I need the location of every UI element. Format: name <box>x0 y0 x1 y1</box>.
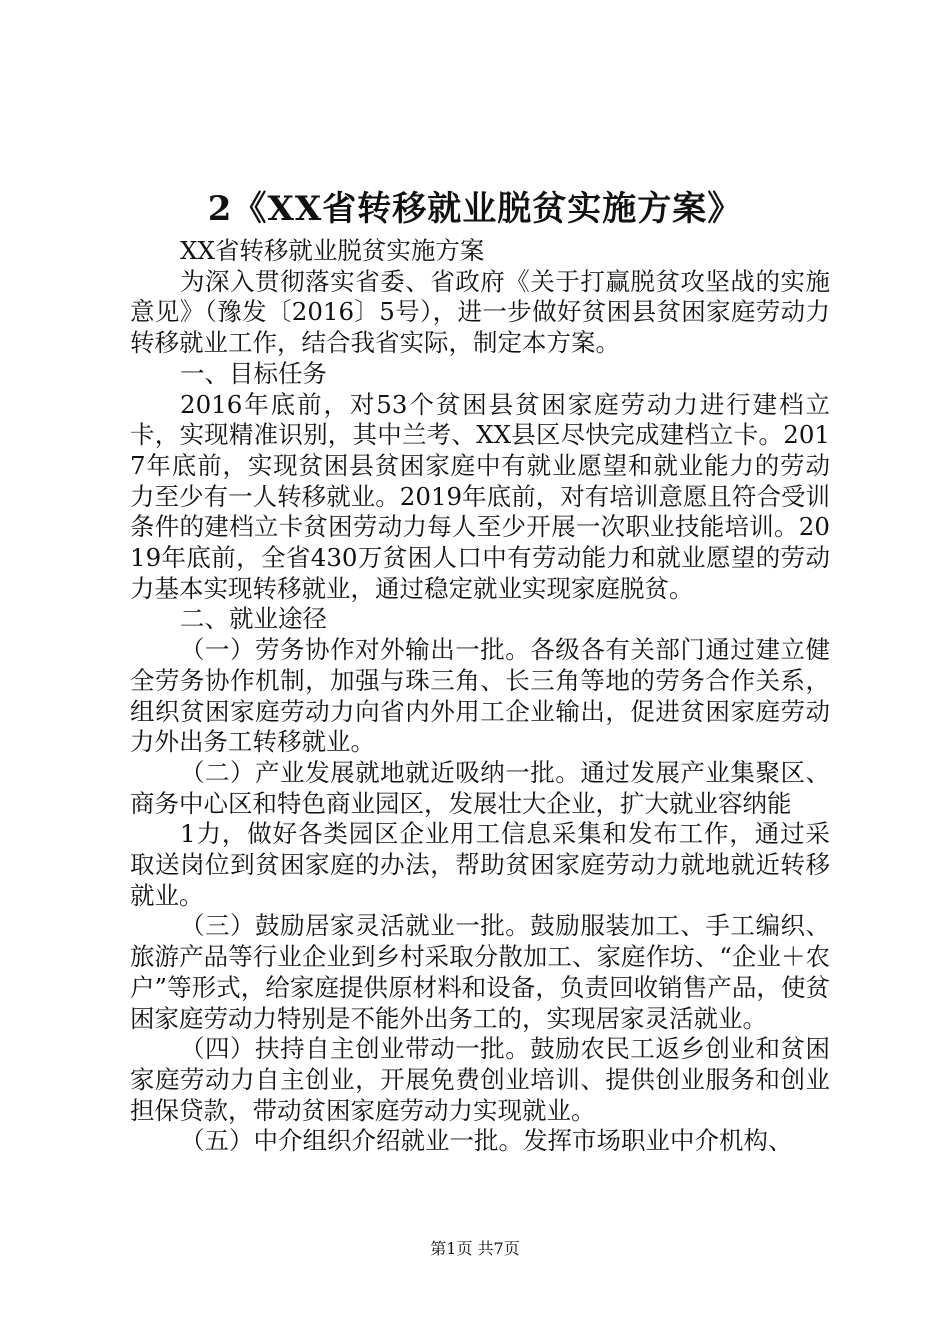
intro-paragraph: 为深入贯彻落实省委、省政府《关于打赢脱贫攻坚战的实施意见》（豫发〔2016〕5号），进一步做好贫困县贫困家庭劳动力转移就业工作，结合我省实际，制定本方案。 <box>130 266 830 358</box>
document-body <box>130 236 830 1157</box>
goals-paragraph: 2016年底前，对53个贫困县贫困家庭劳动力进行建档立卡，实现精准识别，其中兰考、XX县区尽快完成建档立卡。2017年底前，实现贫困县贫困家庭中有就业愿望和就业能力的劳动力至少有一人转移就业。2019年底前，对有培训意愿且符合受训条件的建档立卡贫困劳动力每人至少开展一次职业技能培训。2019年底前，全省430万贫困人口中有劳动能力和就业愿望的劳动力基本实现转移就业，通过稳定就业实现家庭脱贫。 <box>130 389 830 603</box>
section-heading-paths: 二、就业途径 <box>180 604 327 634</box>
path-paragraph-2: （二）产业发展就地就近吸纳一批。通过发展产业集聚区、商务中心区和特色商业园区，发展壮大企业，扩大就业容纳能 <box>130 757 830 818</box>
page-footer: 第1页 共7页 <box>430 1239 520 1258</box>
path-paragraph-3: （三）鼓励居家灵活就业一批。鼓励服装加工、手工编织、旅游产品等行业企业到乡村采取分散加工、家庭作坊、“企业＋农户”等形式，给家庭提供原材料和设备，负责回收销售产品，使贫困家庭劳动力特别是不能外出务工的，实现居家灵活就业。 <box>130 911 830 1033</box>
path-paragraph-1: （一）劳务协作对外输出一批。各级各有关部门通过建立健全劳务协作机制，加强与珠三角、长三角等地的劳务合作关系，组织贫困家庭劳动力向省内外用工企业输出，促进贫困家庭劳动力外出务工转移就业。 <box>130 635 830 757</box>
document-title: 2《XX省转移就业脱贫实施方案》 <box>207 189 743 229</box>
path-paragraph-4: （四）扶持自主创业带动一批。鼓励农民工返乡创业和贫困家庭劳动力自主创业，开展免费创业培训、提供创业服务和创业担保贷款，带动贫困家庭劳动力实现就业。 <box>130 1034 830 1125</box>
doc-subtitle-paragraph: XX省转移就业脱贫实施方案 <box>180 236 485 265</box>
section-heading-goals: 一、目标任务 <box>180 358 327 388</box>
path-paragraph-5: （五）中介组织介绍就业一批。发挥市场职业中介机构、 <box>180 1126 793 1156</box>
path-paragraph-2-continued: 1力，做好各类园区企业用工信息采集和发布工作，通过采取送岗位到贫困家庭的办法，帮助贫困家庭劳动力就地就近转移就业。 <box>130 819 830 910</box>
